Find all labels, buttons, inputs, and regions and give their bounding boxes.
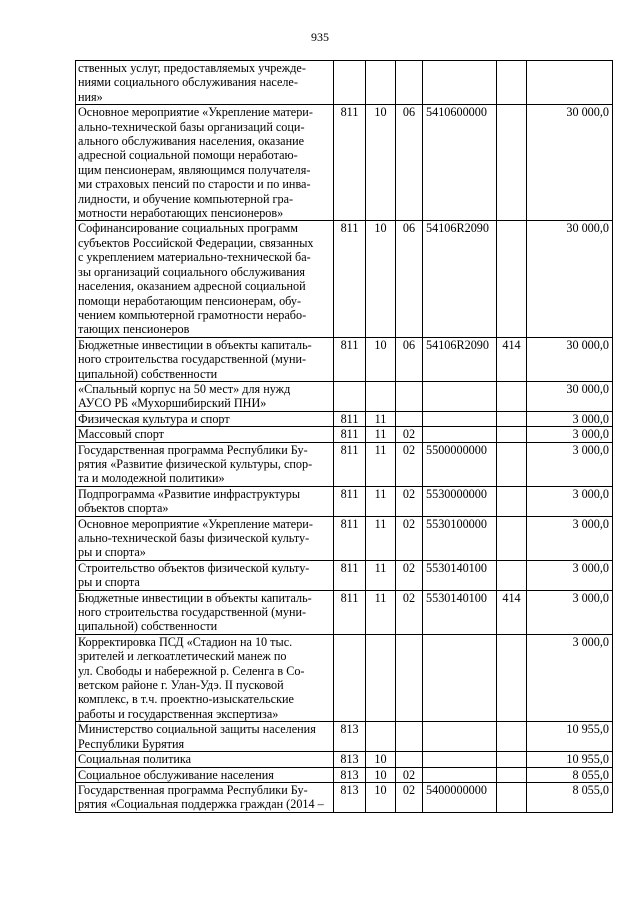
row-expense-type [497, 560, 527, 590]
row-amount: 3 000,0 [527, 486, 613, 516]
row-ministry-code: 811 [334, 516, 366, 560]
row-name-line: «Спальный корпус на 50 мест» для нужд [78, 381, 291, 396]
row-name-line: ного строительства государственной (муни- [78, 605, 307, 620]
row-subsection-code: 02 [396, 782, 423, 812]
row-name-line: Подпрограмма «Развитие инфраструктуры [78, 486, 301, 501]
row-name-line: тающих пенсионеров [78, 322, 190, 337]
row-name [76, 427, 334, 442]
row-amount: 10 955,0 [527, 752, 613, 767]
row-name-line: Бюджетные инвестиции в объекты капиталь- [78, 590, 312, 605]
row-section-code: 10 [366, 221, 396, 337]
row-amount: 30 000,0 [527, 337, 613, 381]
row-subsection-code [396, 634, 423, 721]
row-name-line: помощи неработающим пенсионерам, обу- [78, 293, 302, 308]
row-name-line: зы организаций социального обслуживания [78, 264, 305, 279]
row-name-line: ниями социального обслуживания населе- [78, 75, 298, 90]
row-name-line: Бюджетные инвестиции в объекты капиталь- [78, 337, 312, 352]
row-name-line: Государственная программа Республики Бу- [78, 442, 308, 457]
row-program-code: 5500000000 [423, 442, 497, 486]
row-subsection-code: 06 [396, 337, 423, 381]
row-expense-type [497, 634, 527, 721]
row-name-line: Массовый спорт [78, 427, 164, 442]
row-expense-type [497, 61, 527, 105]
row-expense-type [497, 427, 527, 442]
row-name-line: Социальная политика [78, 752, 192, 767]
row-name [76, 782, 334, 812]
row-subsection-code: 02 [396, 427, 423, 442]
row-ministry-code: 811 [334, 411, 366, 426]
row-name-line: с укреплением материально-технической ба- [78, 250, 311, 265]
row-ministry-code [334, 634, 366, 721]
row-name-line: Основное мероприятие «Укрепление матери- [78, 105, 313, 120]
table-row [76, 560, 613, 590]
row-ministry-code: 811 [334, 337, 366, 381]
table-row [76, 516, 613, 560]
row-program-code: 5530000000 [423, 486, 497, 516]
row-expense-type: 414 [497, 590, 527, 634]
row-name-line: лидности, и обучение компьютерной гра- [78, 191, 294, 206]
row-name-line: АУСО РБ «Мухоршибирский ПНИ» [78, 396, 267, 411]
row-ministry-code [334, 381, 366, 411]
row-amount: 3 000,0 [527, 427, 613, 442]
row-name-line: Физическая культура и спорт [78, 411, 230, 426]
row-amount: 3 000,0 [527, 634, 613, 721]
row-name-line: ул. Свободы и набережной р. Селенга в Со- [78, 663, 305, 678]
row-name-line: Софинансирование социальных программ [78, 221, 298, 236]
row-amount: 30 000,0 [527, 105, 613, 221]
row-subsection-code: 02 [396, 590, 423, 634]
row-amount: 30 000,0 [527, 381, 613, 411]
row-name [76, 516, 334, 560]
row-section-code: 10 [366, 752, 396, 767]
row-program-code: 5530140100 [423, 560, 497, 590]
row-ministry-code: 811 [334, 486, 366, 516]
row-subsection-code [396, 752, 423, 767]
table-row [76, 337, 613, 381]
row-name [76, 634, 334, 721]
row-name [76, 767, 334, 782]
row-program-code: 5530140100 [423, 590, 497, 634]
row-name-line: ми страховых пенсий по старости и по инва- [78, 177, 311, 192]
row-section-code [366, 634, 396, 721]
row-name-line: ного строительства государственной (муни- [78, 352, 307, 367]
table-row [76, 61, 613, 105]
row-name [76, 411, 334, 426]
row-amount: 8 055,0 [527, 767, 613, 782]
row-name [76, 221, 334, 337]
row-ministry-code: 811 [334, 427, 366, 442]
row-amount: 8 055,0 [527, 782, 613, 812]
row-name-line: чением компьютерной грамотности нерабо- [78, 307, 307, 322]
row-name-line: Строительство объектов физической культу- [78, 560, 310, 575]
row-name-line: ветском районе г. Улан-Удэ. II пусковой [78, 678, 284, 693]
row-expense-type [497, 767, 527, 782]
row-name-line: ственных услуг, предоставляемых учрежде- [78, 61, 306, 75]
row-program-code [423, 722, 497, 752]
row-section-code: 11 [366, 411, 396, 426]
row-section-code: 11 [366, 560, 396, 590]
table-row [76, 486, 613, 516]
row-name-line: субъектов Российской Федерации, связанных [78, 235, 314, 250]
row-name-line: Корректировка ПСД «Стадион на 10 тыс. [78, 634, 293, 649]
row-name-line: адресной социальной помощи неработаю- [78, 148, 298, 163]
row-name-line: ально-технической базы организаций соци- [78, 119, 305, 134]
row-subsection-code [396, 722, 423, 752]
table-row [76, 221, 613, 337]
row-expense-type [497, 516, 527, 560]
row-program-code: 5400000000 [423, 782, 497, 812]
budget-table [75, 60, 613, 813]
row-section-code [366, 381, 396, 411]
row-amount: 30 000,0 [527, 221, 613, 337]
budget-table-body [76, 61, 613, 813]
table-row [76, 722, 613, 752]
row-ministry-code: 813 [334, 767, 366, 782]
table-row [76, 752, 613, 767]
row-name-line: Республики Бурятия [78, 736, 185, 751]
row-name-line: зрителей и легкоатлетический манеж по [78, 649, 287, 664]
row-name [76, 560, 334, 590]
row-expense-type [497, 442, 527, 486]
row-name-line: ния» [78, 89, 103, 104]
row-name [76, 722, 334, 752]
row-expense-type [497, 722, 527, 752]
row-expense-type [497, 105, 527, 221]
row-name-line: Министерство социальной защиты населения [78, 722, 316, 737]
row-ministry-code: 813 [334, 722, 366, 752]
row-name-line: ально-технической базы физической культу- [78, 531, 310, 545]
row-subsection-code [396, 61, 423, 105]
row-program-code: 54106R2090 [423, 337, 497, 381]
row-section-code [366, 722, 396, 752]
row-ministry-code: 811 [334, 560, 366, 590]
row-subsection-code: 02 [396, 442, 423, 486]
row-name [76, 442, 334, 486]
row-ministry-code: 811 [334, 221, 366, 337]
row-expense-type [497, 411, 527, 426]
row-name-line: комплекс, в т.ч. проектно-изыскательские [78, 692, 294, 707]
row-program-code [423, 752, 497, 767]
row-name-line: Основное мероприятие «Укрепление матери- [78, 516, 313, 531]
table-row [76, 105, 613, 221]
table-row [76, 590, 613, 634]
row-name [76, 105, 334, 221]
table-row [76, 411, 613, 426]
row-ministry-code: 811 [334, 442, 366, 486]
row-expense-type [497, 782, 527, 812]
row-subsection-code: 02 [396, 560, 423, 590]
row-program-code [423, 381, 497, 411]
table-row [76, 442, 613, 486]
row-name-line: та и молодежной политики» [78, 471, 225, 486]
row-ministry-code: 811 [334, 105, 366, 221]
row-name-line: ального обслуживания населения, оказание [78, 134, 305, 149]
row-subsection-code [396, 411, 423, 426]
row-expense-type [497, 486, 527, 516]
row-section-code: 10 [366, 105, 396, 221]
row-name-line: мотности неработающих пенсионеров» [78, 206, 284, 221]
row-subsection-code: 02 [396, 486, 423, 516]
row-name [76, 337, 334, 381]
row-amount: 3 000,0 [527, 442, 613, 486]
row-subsection-code: 02 [396, 516, 423, 560]
row-ministry-code: 811 [334, 590, 366, 634]
row-program-code [423, 411, 497, 426]
row-name [76, 752, 334, 767]
page-number: 935 [311, 30, 329, 44]
row-subsection-code: 06 [396, 221, 423, 337]
row-program-code [423, 767, 497, 782]
row-name-line: щим пенсионерам, являющимся получателя- [78, 162, 311, 177]
row-ministry-code: 813 [334, 752, 366, 767]
row-subsection-code: 06 [396, 105, 423, 221]
row-subsection-code [396, 381, 423, 411]
row-name [76, 61, 334, 105]
row-amount [527, 61, 613, 105]
row-amount: 10 955,0 [527, 722, 613, 752]
row-name-line: ципальной) собственности [78, 619, 218, 634]
table-row [76, 381, 613, 411]
row-name [76, 381, 334, 411]
row-section-code: 11 [366, 516, 396, 560]
row-expense-type [497, 752, 527, 767]
row-expense-type [497, 381, 527, 411]
row-name [76, 486, 334, 516]
row-name-line: населения, оказанием адресной социальной [78, 279, 306, 294]
row-section-code: 10 [366, 337, 396, 381]
table-row [76, 782, 613, 812]
row-amount: 3 000,0 [527, 590, 613, 634]
row-name-line: ципальной) собственности [78, 366, 218, 381]
row-amount: 3 000,0 [527, 560, 613, 590]
row-section-code: 10 [366, 767, 396, 782]
row-amount: 3 000,0 [527, 411, 613, 426]
row-program-code [423, 634, 497, 721]
table-row [76, 427, 613, 442]
row-program-code: 54106R2090 [423, 221, 497, 337]
row-expense-type: 414 [497, 337, 527, 381]
row-section-code: 11 [366, 486, 396, 516]
row-name-line: Социальное обслуживание населения [78, 767, 274, 782]
row-section-code: 11 [366, 590, 396, 634]
row-section-code: 10 [366, 782, 396, 812]
row-expense-type [497, 221, 527, 337]
row-section-code: 11 [366, 427, 396, 442]
row-name-line: ры и спорта» [78, 545, 146, 560]
row-name [76, 590, 334, 634]
row-name-line: рятия «Развитие физической культуры, спор- [78, 456, 313, 471]
row-ministry-code [334, 61, 366, 105]
row-program-code [423, 61, 497, 105]
row-name-line: ры и спорта [78, 575, 140, 590]
row-ministry-code: 813 [334, 782, 366, 812]
row-section-code [366, 61, 396, 105]
row-program-code: 5530100000 [423, 516, 497, 560]
row-program-code: 5410600000 [423, 105, 497, 221]
row-name-line: рятия «Социальная поддержка граждан (2014 – [78, 797, 324, 812]
table-row [76, 767, 613, 782]
row-program-code [423, 427, 497, 442]
row-section-code: 11 [366, 442, 396, 486]
row-amount: 3 000,0 [527, 516, 613, 560]
table-row [76, 634, 613, 721]
row-name-line: Государственная программа Республики Бу- [78, 782, 308, 797]
row-name-line: объектов спорта» [78, 501, 169, 516]
row-subsection-code: 02 [396, 767, 423, 782]
row-name-line: работы и государственная экспертиза» [78, 706, 279, 721]
